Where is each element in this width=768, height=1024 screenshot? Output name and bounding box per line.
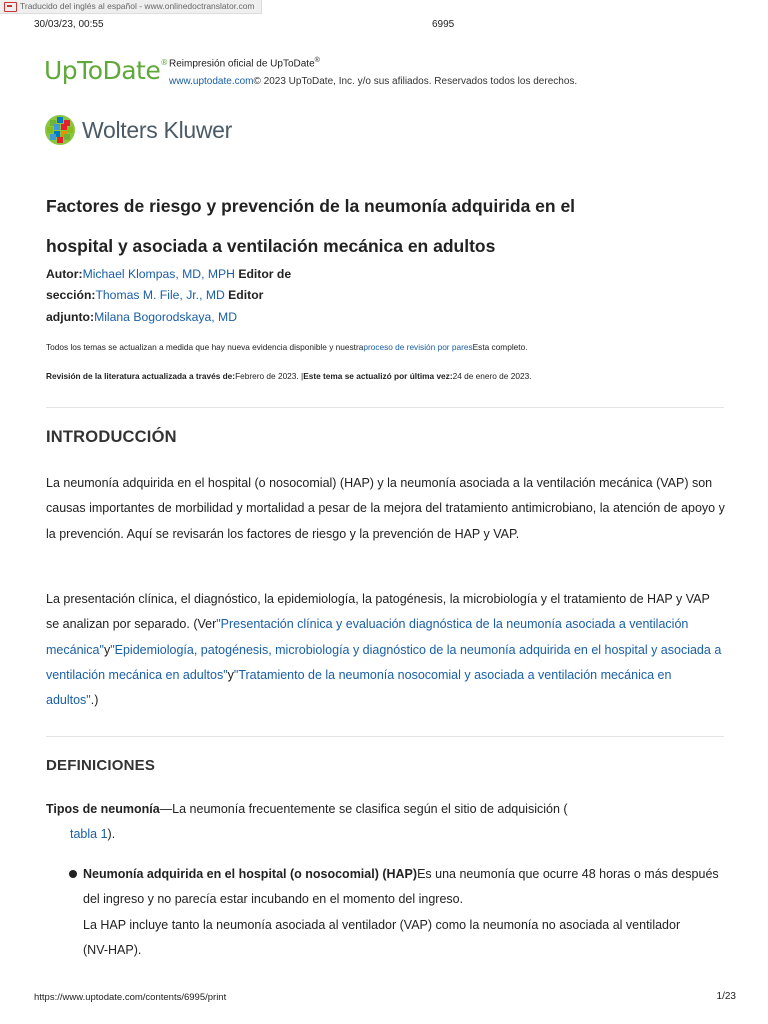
deputy-editor-label-a: Editor xyxy=(224,288,264,303)
section-divider xyxy=(46,736,724,737)
registered-mark: ® xyxy=(160,58,168,67)
page-title-line-1: Factores de riesgo y prevención de la neumonía adquirida en el xyxy=(46,196,576,216)
page-title-line-2: hospital y asociada a ventilación mecánica en adultos xyxy=(46,236,496,256)
byline-line-2 xyxy=(46,285,346,306)
review-separator: | xyxy=(298,371,304,381)
uptodate-logo xyxy=(44,56,168,85)
page-number: 1/23 xyxy=(716,991,736,1002)
hap-definition xyxy=(83,862,723,913)
intro-paragraph-2-text: La presentación clínica, el diagnóstico, la epidemiología, la patogénesis, la microbiología y el tratamiento de HAP y VAP se analizan por separado. (Ver xyxy=(46,592,710,632)
hap-term: Neumonía adquirida en el hospital (o nosocomial) (HAP) xyxy=(83,867,418,881)
deputy-editor-label-b: adjunto: xyxy=(46,309,95,324)
pneumonia-types-paragraph xyxy=(46,797,726,848)
wolters-kluwer-logo xyxy=(44,114,232,146)
intro-paragraph-2 xyxy=(46,587,726,713)
hap-definition-text: Es una neumonía que ocurre 48 horas o más después del ingreso y no parecía estar incubando en el momento del ingreso. xyxy=(83,867,719,907)
update-note-end: Esta completo. xyxy=(472,342,528,352)
last-updated-value: 24 de enero de 2023. xyxy=(452,371,532,381)
translate-icon xyxy=(4,2,17,12)
deputy-editor-link[interactable]: Milana Bogorodskaya, MD xyxy=(94,309,237,324)
intro-paragraph-1: La neumonía adquirida en el hospital (o nosocomial) (HAP) y la neumonía asociada a la ventilación mecánica (VAP) son causas importantes de morbilidad y mortalidad a pesar de la mejora del tratamiento antimicrobiano, la atención de apoyo y la prevención. Aquí se revisarán los factores de riesgo y la prevención de HAP y VAP. xyxy=(46,476,725,541)
page-title xyxy=(46,186,666,266)
section-editor-label-a: Editor de xyxy=(234,267,292,281)
section-divider xyxy=(46,407,724,408)
pneumonia-types-label: Tipos de neumonía xyxy=(46,802,160,816)
hap-subtext: La HAP incluye tanto la neumonía asociada al ventilador (VAP) como la neumonía no asociada al ventilador (NV-HAP). xyxy=(83,918,681,958)
update-note-text: Todos los temas se actualizan a medida que hay nueva evidencia disponible y nuestra xyxy=(46,342,364,352)
byline-line-1 xyxy=(46,264,346,285)
copyright-line xyxy=(169,76,577,87)
table-1-link[interactable]: tabla 1 xyxy=(70,827,108,842)
pneumonia-types-text: —La neumonía frecuentemente se clasifica según el sitio de adquisición ( xyxy=(159,802,568,816)
reprint-label xyxy=(169,57,320,69)
intro-heading: INTRODUCCIÓN xyxy=(46,428,177,446)
peer-review-link[interactable]: proceso de revisión por pares xyxy=(363,342,473,352)
section-editor-link[interactable]: Thomas M. File, Jr., MD xyxy=(95,288,225,303)
last-updated-label: Este tema se actualizó por última vez: xyxy=(303,371,453,381)
reprint-label-text: Reimpresión oficial de UpToDate xyxy=(169,58,315,70)
topic-id: 6995 xyxy=(432,19,455,30)
footer-url: https://www.uptodate.com/contents/6995/print xyxy=(34,992,227,1003)
lit-review-label: Revisión de la literatura actualizada a través de: xyxy=(46,371,236,381)
update-note xyxy=(46,342,528,352)
wolters-kluwer-text: Wolters Kluwer xyxy=(82,116,233,143)
section-editor-label-b: sección: xyxy=(46,288,96,303)
intro-paragraph-2-end: .) xyxy=(90,693,99,708)
link-clinical-presentation[interactable]: "Presentación clínica y evaluación diagnóstica de la neumonía asociada a ventilación mecánica" xyxy=(46,617,689,657)
conjunction-1: y xyxy=(103,642,111,657)
pneumonia-types-end: ). xyxy=(107,827,116,842)
copyright-text: © 2023 UpToDate, Inc. y/o sus afiliados. Reservados todos los derechos. xyxy=(253,76,578,87)
uptodate-site-link[interactable]: www.uptodate.com xyxy=(169,76,254,87)
link-treatment[interactable]: "Tratamiento de la neumonía nosocomial y asociada a ventilación mecánica en adultos" xyxy=(46,667,672,708)
author-label: Autor: xyxy=(46,267,83,281)
byline xyxy=(46,264,346,328)
review-dates xyxy=(46,371,531,381)
translation-banner[interactable] xyxy=(0,0,262,14)
link-epidemiology[interactable]: "Epidemiología, patogénesis, microbiología y diagnóstico de la neumonía adquirida en el hospital y asociada a ventilación mecánica en adultos" xyxy=(46,642,722,682)
lit-review-value: Febrero de 2023. xyxy=(235,371,299,381)
conjunction-2: y xyxy=(227,667,234,682)
byline-line-3 xyxy=(46,307,346,328)
bullet-icon xyxy=(69,870,77,878)
uptodate-logo-text: UpToDate xyxy=(44,56,161,85)
reprint-registered-mark: ® xyxy=(314,57,320,64)
author-link[interactable]: Michael Klompas, MD, MPH xyxy=(82,267,235,281)
wolters-kluwer-mark-icon xyxy=(44,114,76,146)
definitions-heading: DEFINICIONES xyxy=(46,757,156,774)
print-date: 30/03/23, 00:55 xyxy=(34,19,104,30)
translation-banner-text: Traducido del inglés al español - www.onlinedoctranslator.com xyxy=(20,1,255,11)
